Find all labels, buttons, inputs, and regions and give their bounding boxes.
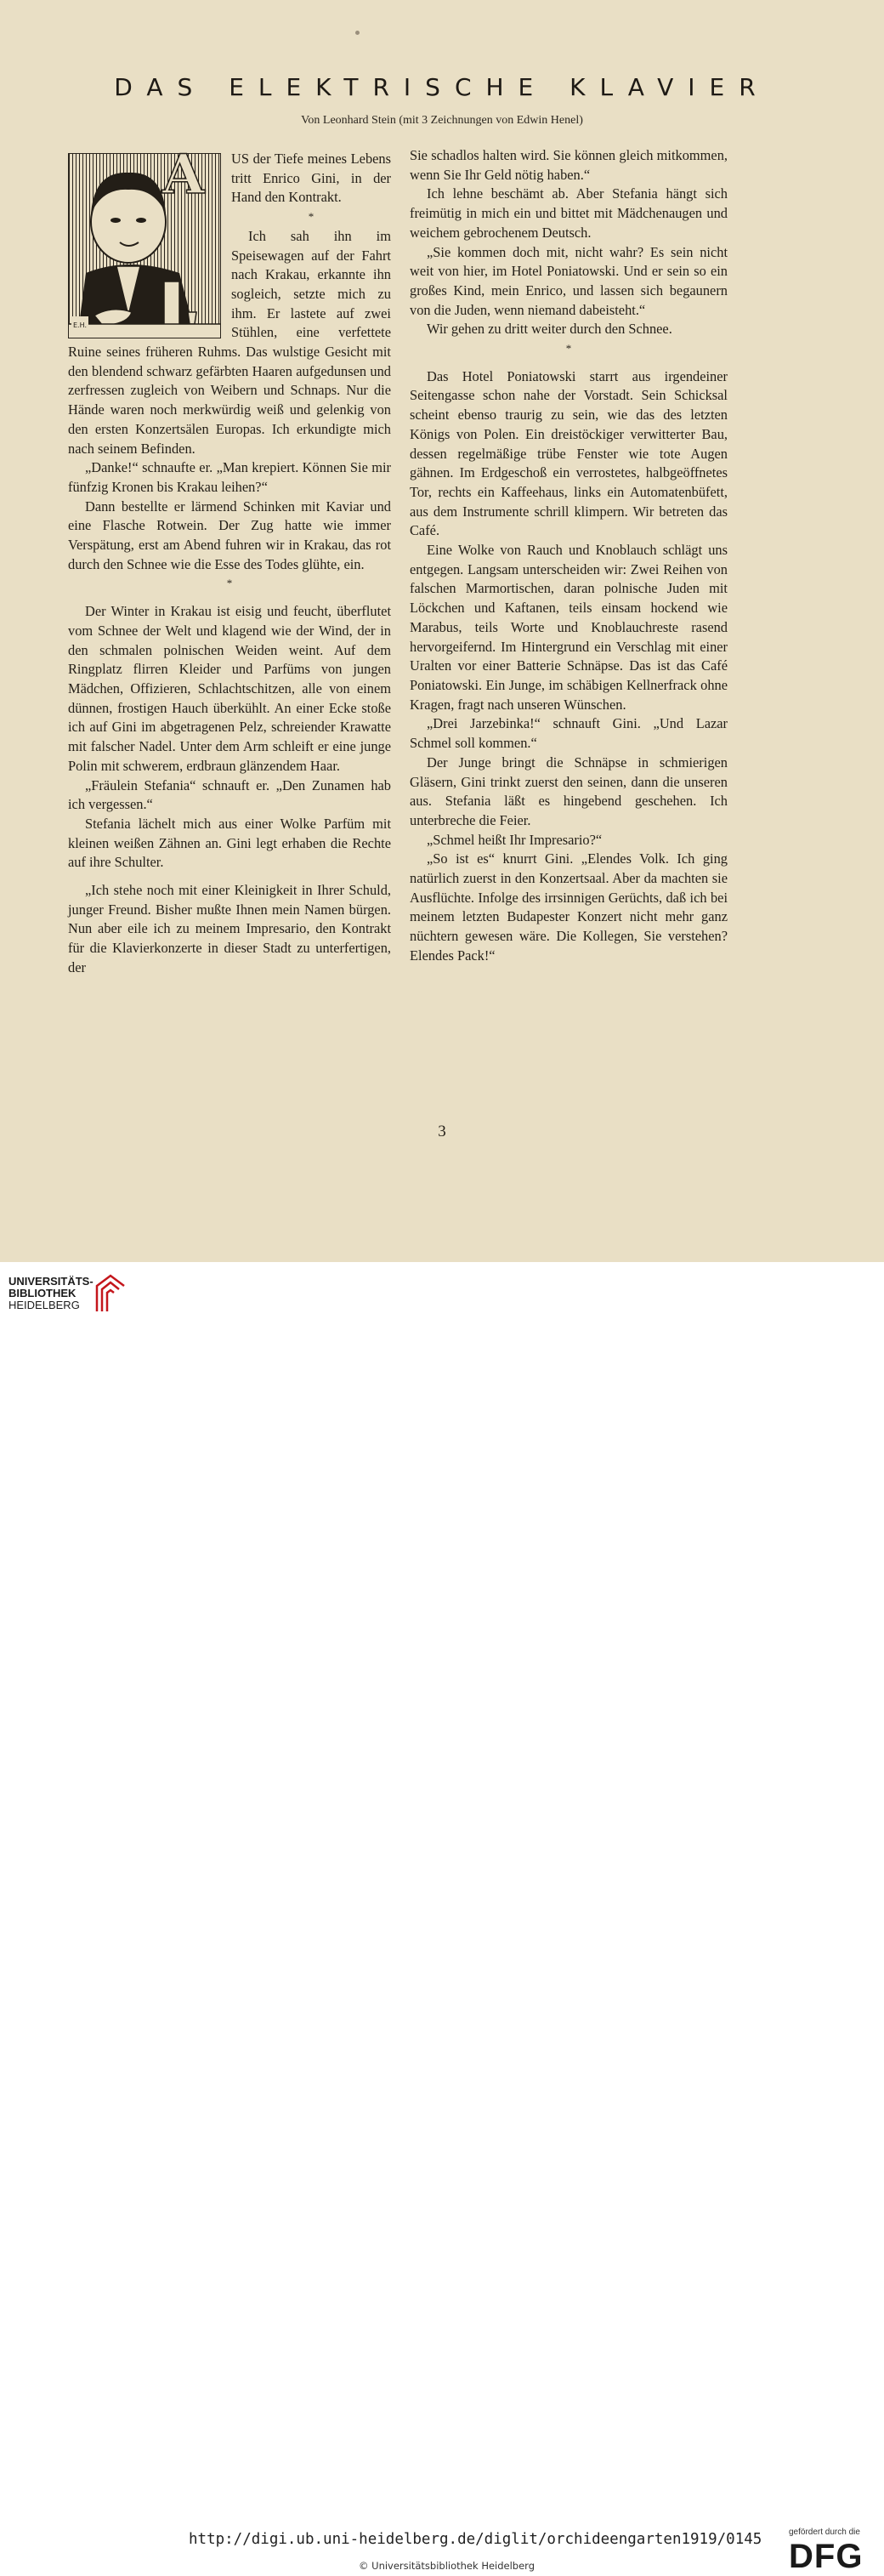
paragraph: Ich lehne beschämt ab. Aber Stefania hängt sich freimütig in mich ein und bittet mit Mädchenaugen und weichem gebrochenem Deutsch. <box>410 185 728 241</box>
paragraph: US der Tiefe meines Lebens tritt Enrico Gini, in der Hand den Kontrakt. <box>231 151 391 206</box>
paragraph: Dann bestellte er lärmend Schinken mit Kaviar und eine Flasche Rotwein. Der Zug hatte wie immer Verspätung, erst am Abend fuhren wir in Krakau, das rot durch den Schnee wie die Esse des Todes glühte, ein. <box>68 498 391 572</box>
funding-note: gefördert durch die <box>789 2528 860 2537</box>
illustration-signature: E.H. <box>71 316 88 336</box>
copyright-notice: © Universitätsbibliothek Heidelberg <box>359 2560 536 2572</box>
library-name-line3: HEIDELBERG <box>8 1299 80 1311</box>
scan-speck <box>355 31 360 35</box>
permalink-url[interactable]: http://digi.ub.uni-heidelberg.de/diglit/orchideengarten1919/0145 <box>189 2531 762 2548</box>
paragraph: „Drei Jarzebinka!“ schnauft Gini. „Und Lazar Schmel soll kommen.“ <box>410 715 728 752</box>
paragraph: Stefania lächelt mich aus einer Wolke Parfüm mit kleinen weißen Zähnen an. Gini legt erhaben die Rechte auf ihre Schulter. <box>68 815 391 871</box>
paragraph: „Schmel heißt Ihr Impresario?“ <box>427 831 603 848</box>
paragraph: Der Junge bringt die Schnäpse in schmierigen Gläsern, Gini trinkt zuerst den seinen, dann die unseren aus. Stefania läßt es hingebend geschehen. Ich unterbreche die Feier. <box>410 753 728 828</box>
section-break: * <box>308 210 314 224</box>
section-break: * <box>226 577 233 590</box>
paragraph: Der Winter in Krakau ist eisig und feucht, überflutet vom Schnee der Welt und klagend wie der Wind, der in den schmalen polnischen Weiden weint. Auf dem Ringplatz flirren Kleider und Parfüms von jungen Mädchen, Offizieren, Schlachtschitzen, alle von einem dünnen, frostigen Hauch überkühlt. An einer Ecke stoße ich auf Gini im abgetragenen Pelz, schreiender Krawatte mit falscher Nadel. Unter dem Arm schleift er eine junge Polin mit schwerem, erdbraun glänzendem Haar. <box>68 603 391 774</box>
library-name-line1: UNIVERSITÄTS- <box>8 1275 94 1288</box>
paragraph: „So ist es“ knurrt Gini. „Elendes Volk. Ich ging natürlich zuerst in den Konzertsaal. Aber da machten sie Ausflüchte. Infolge des irrsinnigen Gerüchts, daß ich bei meinem letzten Budapester Konzert nicht mehr ganz nüchtern gewesen wäre. Die Kollegen, Sie verstehen? Elendes Pack!“ <box>410 850 728 964</box>
illustrated-initial <box>68 143 221 338</box>
initial-letter: A <box>162 143 205 207</box>
paragraph: „Sie kommen doch mit, nicht wahr? Es sein nicht weit von hier, im Hotel Poniatowski. Und er sein so ein großes Kind, mein Enrico, und lassen sich begaunern von die Juden, wenn niemand dabeisteht.“ <box>410 243 728 318</box>
page-number: 3 <box>438 1123 446 1140</box>
viewer-footer <box>0 1262 884 2575</box>
scanned-page <box>0 0 884 1262</box>
paragraph: „Fräulein Stefania“ schnauft er. „Den Zunamen hab ich vergessen.“ <box>68 776 391 813</box>
paragraph: „Danke!“ schnaufte er. „Man krepiert. Können Sie mir fünfzig Kronen bis Krakau leihen?“ <box>68 459 391 495</box>
paragraph: Eine Wolke von Rauch und Knoblauch schlägt uns entgegen. Langsam unterscheiden wir: Zwei Reihen von falschen Marmortischen, daran polnische Juden mit Löckchen und Kaftanen, teils einsam hockend wie Marabus, teils Worte und Knoblauchreste rasend hervorgeifernd. Im Hintergrund ein Verschlag mit einer Uralten vor einer Batterie Schnäpse. Das ist das Café Poniatowski. Ein Junge, im schäbigen Kellnerfrack ohne Kragen, fragt nach unseren Wünschen. <box>410 542 728 713</box>
right-column <box>410 146 728 966</box>
dfg-logo[interactable]: DFG <box>789 2538 864 2575</box>
left-column <box>68 143 391 978</box>
paragraph: Ich sah ihn im Speisewagen auf der Fahrt nach Krakau, erkannte ihn sogleich, setzte mich zu ihm. Er lastete auf zwei Stühlen, eine verfettete Ruine seines früheren Ruhms. Das wulstige Gesicht mit den blendend schwarz gefärbten Haaren aufgedunsen und zerfressen zugleich von Weibern und Schnaps. Nur die Hände waren noch merkwürdig weiß und gelenkig von den ersten Konzertsälen Europas. Ich erkundigte mich nach seinem Befinden. <box>68 227 391 457</box>
article-byline: Von Leonhard Stein (mit 3 Zeichnungen von Edwin Henel) <box>301 114 583 127</box>
paragraph: Sie schadlos halten wird. Sie können gleich mitkommen, wenn Sie Ihr Geld nötig haben.“ <box>410 147 728 183</box>
paragraph: Das Hotel Poniatowski starrt aus irgendeiner Seitengasse schon nahe der Vorstadt. Sein Schicksal scheint ebenso traurig zu sein, wie das des letzten Königs von Polen. Ein dreistöckiger verwitterter Bau, dessen regelmäßige trübe Fenster wie tote Augen gähnen. Im Erdgeschoß ein verrostetes, halbgeöffnetes Tor, rechts ein Kaffeehaus, links ein Automatenbüfett, aus dem Instrumente schrill klimpern. Wir betreten das Café. <box>410 367 728 539</box>
library-emblem-icon <box>94 1274 128 1313</box>
section-break: * <box>565 342 572 355</box>
article-title: DAS ELEKTRISCHE KLAVIER <box>114 73 770 101</box>
paragraph: „Ich stehe noch mit einer Kleinigkeit in Ihrer Schuld, junger Freund. Bisher mußte Ihnen mein Namen bürgen. Nun aber eile ich zu meinem Impresario, den Kontrakt für die Klavierkonzerte in dieser Stadt zu unterfertigen, der <box>68 882 391 975</box>
library-name-line2: BIBLIOTHEK <box>8 1287 76 1299</box>
paragraph: Wir gehen zu dritt weiter durch den Schnee. <box>427 321 672 338</box>
library-logo[interactable] <box>8 1274 162 1311</box>
